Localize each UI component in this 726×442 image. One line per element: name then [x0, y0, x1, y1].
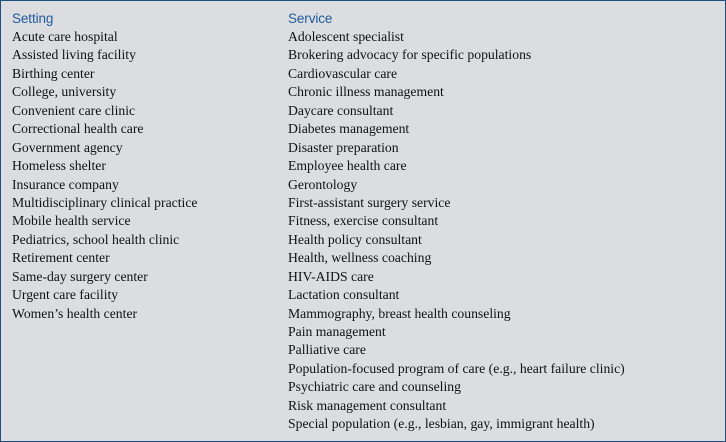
service-item: Chronic illness management: [288, 84, 444, 100]
service-item: Palliative care: [288, 342, 366, 358]
setting-item: Pediatrics, school health clinic: [12, 231, 180, 247]
service-item: Cardiovascular care: [288, 65, 398, 81]
setting-list: [12, 28, 197, 323]
service-item: Lactation consultant: [288, 287, 400, 303]
service-item: Special population (e.g., lesbian, gay, immigrant health): [288, 416, 595, 432]
service-item: Diabetes management: [288, 121, 410, 137]
service-item: First-assistant surgery service: [288, 194, 451, 210]
setting-column-header: Setting: [12, 11, 54, 26]
service-item: Pain management: [288, 324, 386, 339]
service-column-header: Service: [288, 11, 333, 26]
service-item: Health policy consultant: [288, 231, 422, 247]
setting-column: [12, 10, 197, 323]
setting-item: Homeless shelter: [12, 158, 106, 174]
service-item: Brokering advocacy for specific populations: [288, 47, 532, 63]
setting-item: Retirement center: [12, 250, 110, 266]
service-list: [288, 28, 625, 434]
setting-item: Convenient care clinic: [12, 102, 136, 118]
service-item: Fitness, exercise consultant: [288, 213, 439, 229]
setting-item: Multidisciplinary clinical practice: [12, 194, 198, 210]
service-item: Psychiatric care and counseling: [288, 379, 461, 395]
service-item: Mammography, breast health counseling: [288, 305, 511, 321]
setting-item: Insurance company: [12, 176, 119, 192]
setting-item: Urgent care facility: [12, 287, 119, 303]
setting-item: College, university: [12, 84, 117, 100]
setting-item: Birthing center: [12, 65, 95, 81]
service-item: Adolescent specialist: [288, 29, 404, 44]
service-item: Health, wellness coaching: [288, 250, 432, 266]
service-item: Risk management consultant: [288, 397, 447, 413]
service-item: Gerontology: [288, 176, 358, 192]
service-item: Employee health care: [288, 158, 407, 174]
setting-item: Mobile health service: [12, 213, 131, 229]
setting-item: Assisted living facility: [12, 47, 136, 63]
service-item: Daycare consultant: [288, 102, 394, 118]
setting-item: Acute care hospital: [12, 29, 118, 44]
setting-item: Correctional health care: [12, 121, 144, 137]
setting-item: Women’s health center: [12, 305, 138, 321]
service-item: HIV-AIDS care: [288, 268, 374, 284]
setting-item: Same-day surgery center: [12, 268, 148, 284]
setting-item: Government agency: [12, 139, 123, 155]
service-item: Population-focused program of care (e.g., heart failure clinic): [288, 360, 625, 376]
service-item: Disaster preparation: [288, 139, 399, 155]
service-column: [288, 10, 625, 434]
